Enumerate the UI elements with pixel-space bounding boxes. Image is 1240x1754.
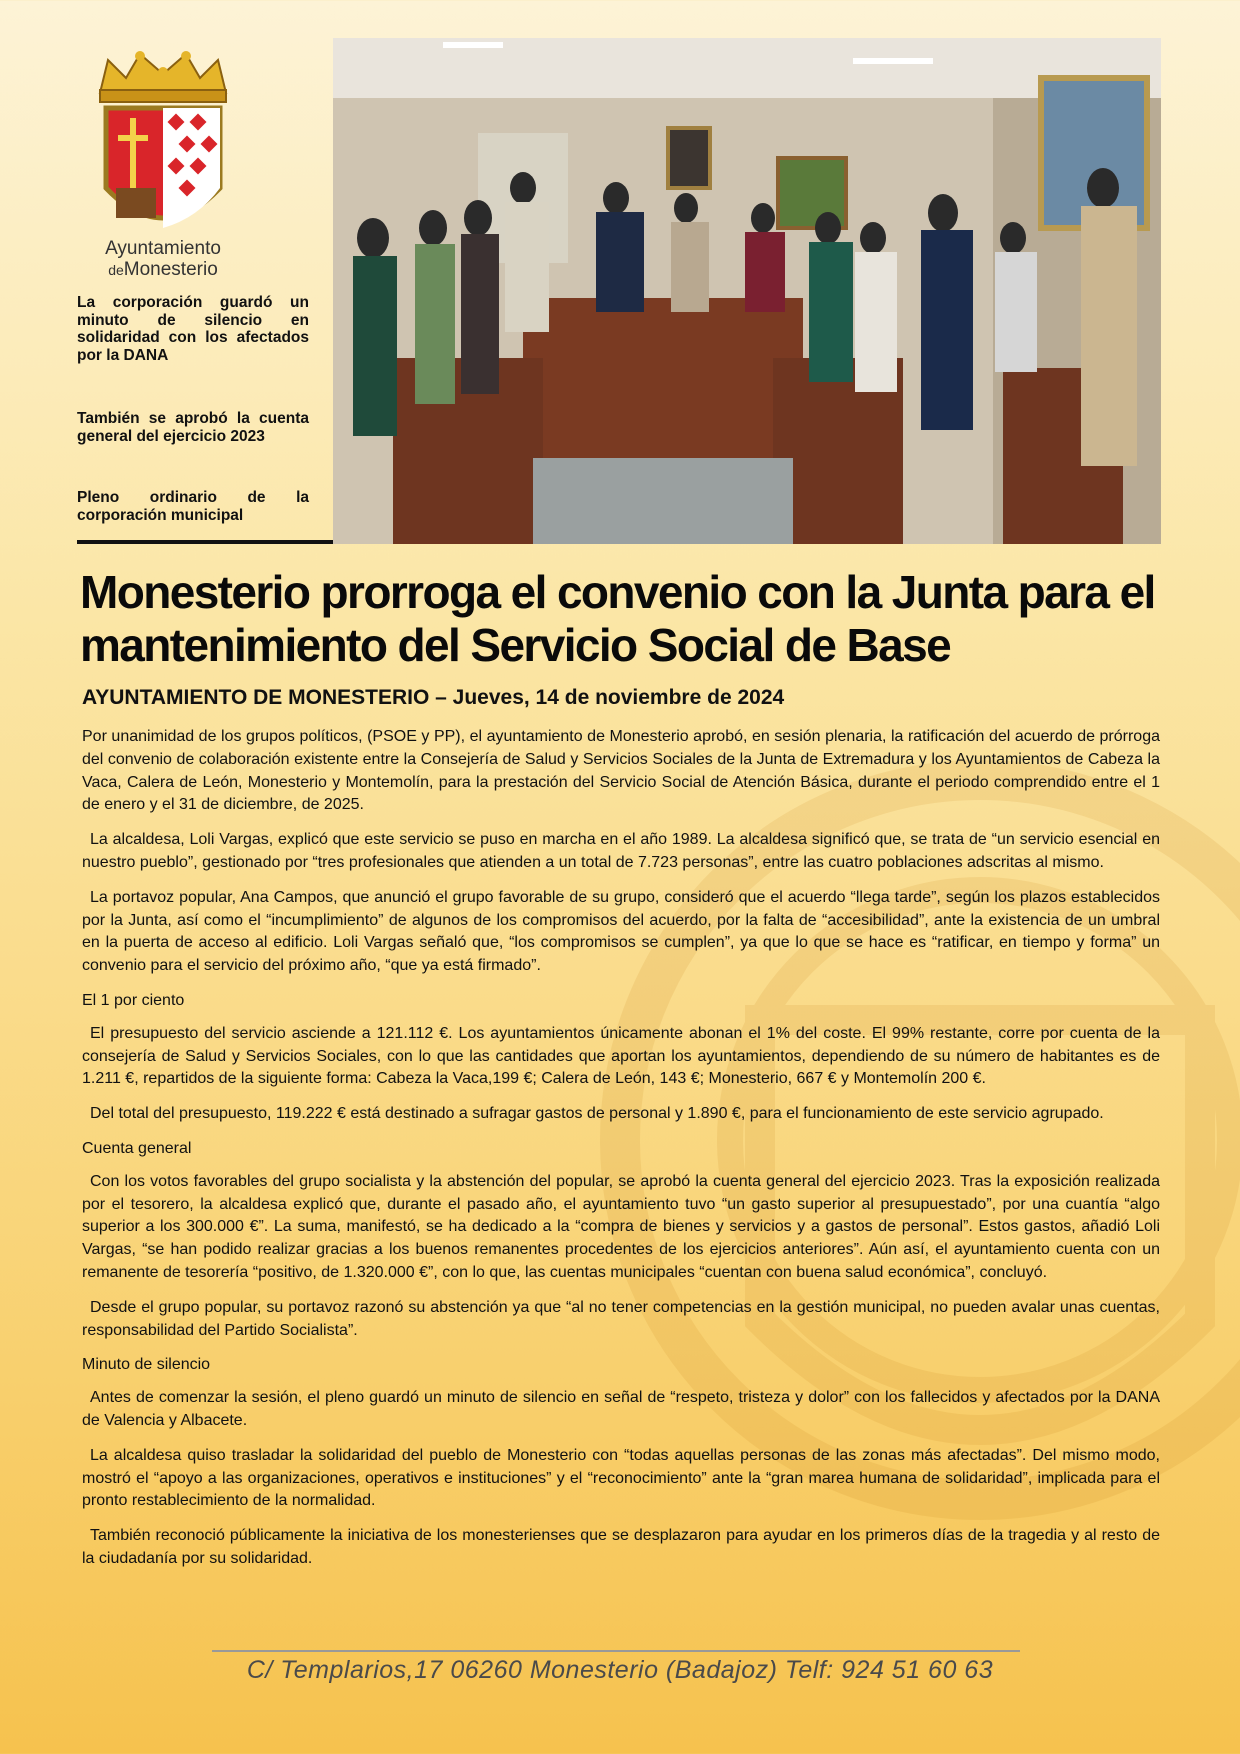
paragraph: Del total del presupuesto, 119.222 € está destinado a sufragar gastos de personal y 1.890 €, para el funcionamiento de este servicio agrupado. bbox=[90, 1105, 1104, 1123]
paragraph: La portavoz popular, Ana Campos, que anunció el grupo favorable de su grupo, consideró que el acuerdo “llega tarde”, según los plazos establecidos por la Junta, así como el “incumplimiento” de algunos de los compromisos del acuerdo, por la falta de “accesibilidad”, ante la existencia de un umbral en la puerta de acceso al edificio. Loli Vargas señaló que, “los compromisos se cumplen”, ya que lo que se hace es “ratificar, en tiempo y forma” un convenio para el servicio del próximo año, “que ya está firmado”. bbox=[82, 888, 1160, 975]
subheading: Minuto de silencio bbox=[82, 1356, 211, 1374]
footer-divider bbox=[212, 1650, 1020, 1652]
paragraph: Antes de comenzar la sesión, el pleno guardó un minuto de silencio en señal de “respeto, tristeza y dolor” con los fallecidos y afectados por la DANA de Valencia y Albacete. bbox=[82, 1389, 1160, 1429]
subheading: El 1 por ciento bbox=[82, 991, 185, 1009]
article-headline: Monesterio prorroga el convenio con la Junta para el mantenimiento del Servicio Social de Base bbox=[80, 566, 1155, 671]
sidebar-teaser-pleno: Pleno ordinario de la corporación municipal bbox=[77, 489, 309, 524]
paragraph: Por unanimidad de los grupos políticos, (PSOE y PP), el ayuntamiento de Monesterio aprobó, en sesión plenaria, la ratificación del acuerdo de prórroga del convenio de colaboración existente entre la Consejería de Salud y Servicios Sociales de la Junta de Extremadura y los Ayuntamientos de Cabeza la Vaca, Calera de León, Monesterio y Montemolín, para la prestación del Servicio Social de Atención Básica, durante el periodo comprendido entre el 1 de enero y el 31 de diciembre, de 2025. bbox=[82, 728, 1160, 814]
logo-line-1: Ayuntamiento bbox=[105, 238, 221, 259]
paragraph: La alcaldesa, Loli Vargas, explicó que este servicio se puso en marcha en el año 1989. La alcaldesa significó que, se trata de “un servicio esencial en nuestro pueblo”, gestionado por “tres profesionales que atienden a un total de 7.723 personas”, entre las cuatro poblaciones adscritas al mismo. bbox=[82, 831, 1160, 871]
paragraph: Con los votos favorables del grupo socialista y la abstención del popular, se aprobó la cuenta general del ejercicio 2023. Tras la exposición realizada por el tesorero, la alcaldesa explicó que, durante el pasado año, el ayuntamiento tuvo “un gasto superior al presupuestado”, por una cuantía “algo superior a los 300.000 €”. La suma, manifestó, se ha dedicado a la “compra de bienes y servicios y a gastos de personal”. Estos gastos, añadió Loli Vargas, “se han podido realizar gracias a los buenos remanentes procedentes de los ejercicios anteriores”. Aún así, el ayuntamiento cuenta con un remanente de tesorería “positivo, de 1.320.000 €”, con lo que, las cuentas municipales “cuentan con buena salud económica”, concluyó. bbox=[82, 1172, 1160, 1281]
footer-address: C/ Templarios,17 06260 Monesterio (Badajoz) Telf: 924 51 60 63 bbox=[246, 1656, 994, 1684]
paragraph: La alcaldesa quiso trasladar la solidaridad del pueblo de Monesterio con “todas aquellas personas de las zonas más afectadas”. Del mismo modo, mostró el “apoyo a las organizaciones, operativos e instituciones” y el “reconocimiento” ante la “gran marea humana de solidaridad”, implicada para el pronto restablecimiento de la normalidad. bbox=[82, 1446, 1160, 1510]
logo-line-2-prefix: de bbox=[108, 262, 124, 278]
logo-wordmark bbox=[78, 238, 248, 281]
article-byline: AYUNTAMIENTO DE MONESTERIO – Jueves, 14 de noviembre de 2024 bbox=[82, 686, 785, 709]
council-session-photo bbox=[333, 38, 1161, 544]
paragraph: Desde el grupo popular, su portavoz razonó su abstención ya que “al no tener competencias en la gestión municipal, no pueden avalar unas cuentas, responsabilidad del Partido Socialista”. bbox=[82, 1298, 1160, 1339]
paragraph: El presupuesto del servicio asciende a 121.112 €. Los ayuntamientos únicamente abonan el 1% del coste. El 99% restante, corre por cuenta de la consejería de Salud y Servicios Sociales, con lo que las cantidades que aportan los ayuntamientos, dependiendo de su número de habitantes es de 1.211 €, repartidos de la siguiente forma: Cabeza la Vaca,199 €; Calera de León, 143 €; Monesterio, 667 € y Montemolín 200 €. bbox=[82, 1024, 1160, 1088]
article-body bbox=[82, 726, 1160, 1583]
logo-line-2 bbox=[78, 259, 248, 281]
sidebar-teaser-dana: La corporación guardó un minuto de silencio en solidaridad con los afectados por la DANA bbox=[77, 294, 309, 364]
sidebar-teaser-cuenta: También se aprobó la cuenta general del ejercicio 2023 bbox=[77, 410, 309, 445]
sidebar-divider bbox=[77, 540, 337, 544]
paragraph: También reconoció públicamente la iniciativa de los monesterienses que se desplazaron para ayudar en los primeros días de la tragedia y al resto de la ciudadanía por su solidaridad. bbox=[82, 1527, 1160, 1567]
subheading: Cuenta general bbox=[82, 1139, 192, 1157]
logo-line-2-name: Monesterio bbox=[123, 259, 218, 280]
